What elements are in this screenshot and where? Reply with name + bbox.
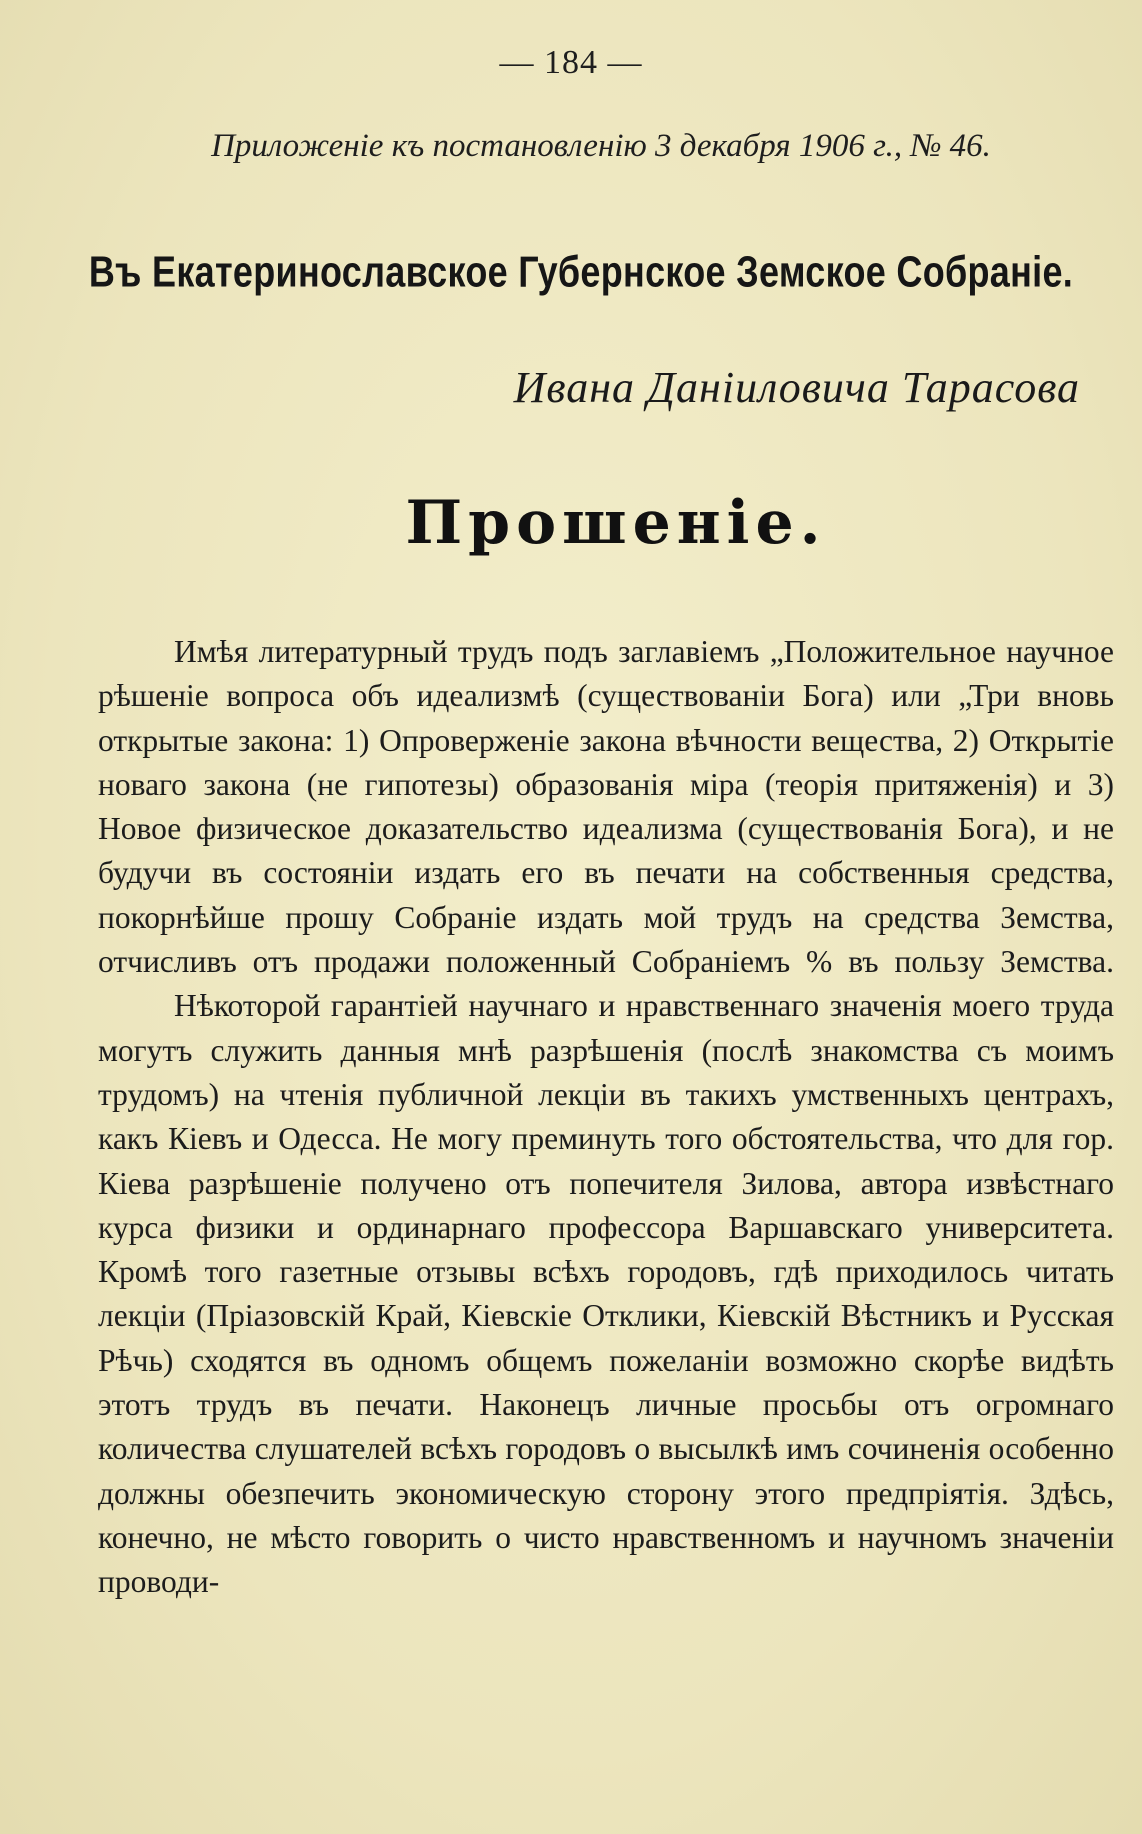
author-name: Ивана Даніиловича Тарасова (513, 363, 1080, 412)
body-text (98, 630, 1114, 1605)
appendix-line: Приложеніе къ постановленію 3 декабря 1906 г., № 46. (211, 128, 991, 164)
paragraph-1: Имѣя литературный трудъ подъ заглавіемъ „Положительное научное рѣшеніе вопроса объ идеализмѣ (существованіи Бога) или „Три вновь открытые закона: 1) Опроверженіе закона вѣчности вещества, 2) Открытіе новаго закона (не гипотезы) образованія міра (теорія притяженія) и 3) Новое физическое доказательство идеализма (существованія Бога), и не будучи въ состояніи издать его въ печати на собственныя средства, покорнѣйше прошу Собраніе издать мой трудъ на средства Земства, отчисливъ отъ продажи положенный Собраніемъ % въ пользу Земства. (98, 634, 1114, 980)
petition-title: Прошеніе. (405, 488, 827, 558)
paragraph-2: Нѣкоторой гарантіей научнаго и нравственнаго значенія моего труда могутъ служить данныя мнѣ разрѣшенія (послѣ знакомства съ моимъ трудомъ) на чтенія публичной лекціи въ такихъ умственныхъ центрахъ, какъ Кіевъ и Одесса. Не могу преминуть того обстоятельства, что для гор. Кіева разрѣшеніе получено отъ попечителя Зилова, автора извѣстнаго курса физики и ординарнаго профессора Варшавскаго университета. Кромѣ того газетные отзывы всѣхъ городовъ, гдѣ приходилось читать лекціи (Пріазовскій Край, Кіевскіе Отклики, Кіевскій Вѣстникъ и Русская Рѣчь) сходятся въ одномъ общемъ пожеланіи возможно скорѣе видѣть этотъ трудъ въ печати. Наконецъ личные просьбы отъ огромнаго количества слушателей всѣхъ городовъ о высылкѣ имъ сочиненія особенно должны обезпечить экономическую сторону этого предпріятія. Здѣсь, конечно, не мѣсто говорить о чисто нравственномъ и научномъ значеніи проводи- (98, 988, 1114, 1600)
addressee-heading: Въ Екатеринославское Губернское Земское Собраніе. (88, 246, 1074, 297)
page-number: — 184 — (499, 44, 643, 81)
